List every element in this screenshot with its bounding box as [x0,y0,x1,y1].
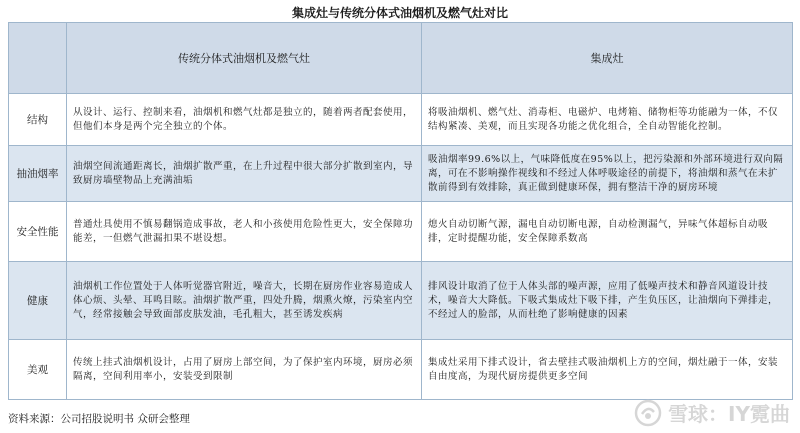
cell-traditional: 普通灶具使用不慎易翻锅造成事故，老人和小孩使用危险性更大，安全保障功能差，一但燃气泄漏扣果不堪设想。 [67,202,422,262]
table-title: 集成灶与传统分体式油烟机及燃气灶对比 [291,6,508,20]
cell-integrated: 熄火自动切断气源，漏电自动切断电源，自动检测漏气，异味气体超标自动吸排，定时提醒功能，安全保障系数高 [422,202,793,262]
comparison-table [8,22,793,400]
table-header-row [9,23,793,94]
cell-traditional: 传统上挂式油烟机设计，占用了厨房上部空间，为了保护室内环境，厨房必须隔离，空间利用率小，安装受到限制 [67,340,422,400]
row-label: 抽油烟率 [9,146,67,202]
row-label: 健康 [9,262,67,340]
table-row [9,94,793,146]
cell-traditional: 油烟机工作位置处于人体听觉器官附近，噪音大，长期在厨房作业容易造成人体心烦、头晕、耳鸣目眩。油烟扩散严重，四处升腾，烟熏火燎，污染室内空气，经常接触会导致面部皮肤发油，毛孔粗大，甚至诱发疾病 [67,262,422,340]
table-row [9,202,793,262]
cell-integrated: 排风设计取消了位于人体头部的噪声源，应用了低噪声技术和静音风道设计技术，噪音大大降低。下吸式集成灶下吸下排，产生负压区，让油烟向下弹排走，不经过人的脸部，从而杜绝了影响健康的因素 [422,262,793,340]
cell-traditional: 油烟空间流通距离长，油烟扩散严重，在上升过程中很大部分扩散到室内，导致厨房墙壁物品上充满油垢 [67,146,422,202]
source-note: 资料来源：公司招股说明书 众研会整理 [8,413,190,425]
row-label: 美观 [9,340,67,400]
snowball-logo-icon [634,399,662,427]
header-blank [9,23,67,94]
row-label: 安全性能 [9,202,67,262]
table-row [9,262,793,340]
header-traditional: 传统分体式油烟机及燃气灶 [67,23,422,94]
cell-traditional: 从设计、运行、控制来看，油烟机和燃气灶都是独立的，随着两者配套使用，但他们本身是两个完全独立的个体。 [67,94,422,146]
cell-integrated: 集成灶采用下排式设计，省去壁挂式吸油烟机上方的空间，烟灶融于一体，安装自由度高，为现代厨房提供更多空间 [422,340,793,400]
watermark-text: 雪球：IY霓曲 [668,402,790,426]
cell-integrated: 吸油烟率99.6%以上，气味降低度在95%以上，把污染源和外部环境进行双向隔离，可在不影响操作视线和不经过人体呼吸途径的前提下，将油烟和蒸气在未扩散前得到有效排除，真正做到健康环保，拥有整洁干净的厨房环境 [422,146,793,202]
watermark [634,398,790,427]
cell-integrated: 将吸油烟机、燃气灶、消毒柜、电磁炉、电烤箱、储物柜等功能融为一体，不仅结构紧凑、美观，而且实现各功能之优化组合，全自动智能化控制。 [422,94,793,146]
table-row [9,340,793,400]
row-label: 结构 [9,94,67,146]
table-row [9,146,793,202]
header-integrated: 集成灶 [422,23,793,94]
